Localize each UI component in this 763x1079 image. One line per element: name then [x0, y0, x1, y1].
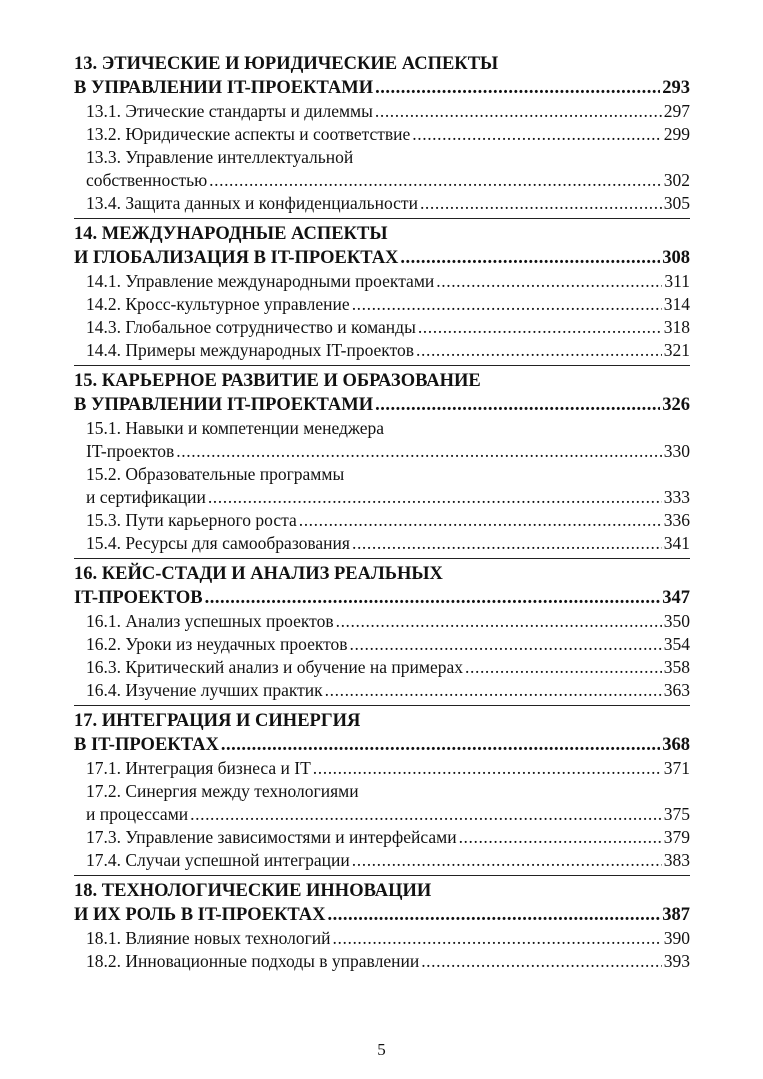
section-entry-row[interactable]: [86, 849, 690, 872]
dot-leader: [352, 293, 662, 316]
section-title-line: 14.2. Кросс-культурное управление: [86, 294, 350, 314]
dot-leader: [418, 316, 662, 339]
section-entry[interactable]: [86, 417, 690, 463]
chapter-entry-row[interactable]: [74, 393, 690, 417]
section-page-number: 379: [663, 827, 690, 847]
section-entry-row[interactable]: [86, 679, 690, 702]
section-entry-row[interactable]: [86, 950, 690, 973]
section-page-number: 311: [664, 271, 690, 291]
section-entry-row[interactable]: [86, 532, 690, 555]
section-title-line: 13.2. Юридические аспекты и соответствие: [86, 124, 411, 144]
section-list: [74, 610, 690, 702]
section-entry-row[interactable]: [86, 123, 690, 146]
toc-list: [74, 52, 690, 973]
chapter-heading[interactable]: [74, 369, 690, 417]
section-list: [74, 100, 690, 215]
section-entry[interactable]: [86, 146, 690, 192]
section-page-number: 358: [663, 657, 690, 677]
dot-leader: [416, 339, 662, 362]
dot-leader: [420, 192, 662, 215]
chapter-title-line: В УПРАВЛЕНИИ IT-ПРОЕКТАМИ: [74, 78, 374, 98]
section-entry[interactable]: [86, 656, 690, 679]
chapter-title-line: 17. ИНТЕГРАЦИЯ И СИНЕРГИЯ: [74, 711, 361, 731]
dot-leader: [352, 849, 662, 872]
section-title-line: 17.1. Интеграция бизнеса и IT: [86, 758, 311, 778]
section-entry[interactable]: [86, 509, 690, 532]
section-entry-row[interactable]: [86, 293, 690, 316]
chapter-page-number: 347: [662, 588, 690, 608]
section-title-line: и сертификации: [86, 487, 206, 507]
chapter-title-line: В УПРАВЛЕНИИ IT-ПРОЕКТАМИ: [74, 395, 374, 415]
chapter-title-line: 18. ТЕХНОЛОГИЧЕСКИЕ ИННОВАЦИИ: [74, 881, 432, 901]
section-entry[interactable]: [86, 826, 690, 849]
chapter-heading[interactable]: [74, 222, 690, 270]
section-page-number: 354: [663, 634, 690, 654]
dot-leader: [375, 100, 662, 123]
section-entry-row[interactable]: [86, 757, 690, 780]
section-entry-row[interactable]: [86, 192, 690, 215]
chapter-heading[interactable]: [74, 52, 690, 100]
section-title-line: собственностью: [86, 170, 208, 190]
section-entry[interactable]: [86, 950, 690, 973]
dot-leader: [421, 950, 662, 973]
section-page-number: 302: [663, 170, 690, 190]
section-entry-row[interactable]: [86, 339, 690, 362]
section-title-line: 16.2. Уроки из неудачных проектов: [86, 634, 348, 654]
toc-chapter: [74, 365, 690, 555]
section-page-number: 363: [663, 680, 690, 700]
dot-leader: [209, 169, 662, 192]
chapter-entry-row[interactable]: [74, 903, 690, 927]
section-entry-row[interactable]: [86, 440, 690, 463]
section-list: [74, 417, 690, 555]
section-entry[interactable]: [86, 100, 690, 123]
chapter-title-line: IT-ПРОЕКТОВ: [74, 588, 203, 608]
chapter-title-line: 15. КАРЬЕРНОЕ РАЗВИТИЕ И ОБРАЗОВАНИЕ: [74, 371, 481, 391]
section-title-line: 18.2. Инновационные подходы в управлении: [86, 951, 420, 971]
dot-leader: [299, 509, 662, 532]
section-page-number: 383: [663, 850, 690, 870]
dot-leader: [436, 270, 662, 293]
section-entry[interactable]: [86, 679, 690, 702]
chapter-entry-row[interactable]: [74, 586, 690, 610]
section-entry[interactable]: [86, 339, 690, 362]
section-title-line: 15.4. Ресурсы для самообразования: [86, 533, 350, 553]
section-entry-row[interactable]: [86, 610, 690, 633]
section-page-number: 321: [663, 340, 690, 360]
section-entry[interactable]: [86, 610, 690, 633]
section-title-line: 17.3. Управление зависимостями и интерфейсами: [86, 827, 457, 847]
section-entry-row[interactable]: [86, 826, 690, 849]
section-page-number: 299: [663, 124, 690, 144]
dot-leader: [352, 532, 662, 555]
section-entry[interactable]: [86, 780, 690, 826]
dot-leader: [325, 679, 662, 702]
section-entry-row[interactable]: [86, 270, 690, 293]
section-entry[interactable]: [86, 849, 690, 872]
section-title-line: 14.1. Управление международными проектами: [86, 271, 435, 291]
section-list: [74, 757, 690, 872]
section-title-line: 14.3. Глобальное сотрудничество и команды: [86, 317, 416, 337]
section-entry-row[interactable]: [86, 486, 690, 509]
section-page-number: 336: [663, 510, 690, 530]
section-entry-row[interactable]: [86, 927, 690, 950]
section-title-line: 17.2. Синергия между технологиями: [86, 781, 359, 801]
chapter-title-line: 13. ЭТИЧЕСКИЕ И ЮРИДИЧЕСКИЕ АСПЕКТЫ: [74, 54, 499, 74]
chapter-page-number: 368: [662, 735, 690, 755]
section-page-number: 371: [663, 758, 690, 778]
dot-leader: [176, 440, 661, 463]
section-page-number: 297: [663, 101, 690, 121]
dot-leader: [333, 927, 662, 950]
dot-leader: [328, 903, 661, 927]
section-list: [74, 927, 690, 973]
dot-leader: [465, 656, 662, 679]
dot-leader: [400, 246, 660, 270]
section-entry[interactable]: [86, 633, 690, 656]
chapter-title-line: В IT-ПРОЕКТАХ: [74, 735, 219, 755]
toc-chapter: [74, 218, 690, 362]
section-page-number: 330: [663, 441, 690, 461]
dot-leader: [190, 803, 662, 826]
section-entry[interactable]: [86, 463, 690, 509]
section-entry[interactable]: [86, 123, 690, 146]
chapter-page-number: 387: [662, 905, 690, 925]
toc-chapter: [74, 875, 690, 973]
toc-chapter: [74, 705, 690, 872]
section-entry-row[interactable]: [86, 803, 690, 826]
chapter-page-number: 308: [662, 248, 690, 268]
chapter-heading[interactable]: [74, 879, 690, 927]
section-page-number: 375: [663, 804, 690, 824]
section-page-number: 318: [663, 317, 690, 337]
table-of-contents: [74, 52, 690, 976]
section-title-line: и процессами: [86, 804, 189, 824]
section-entry[interactable]: [86, 192, 690, 215]
section-title-line: 16.3. Критический анализ и обучение на примерах: [86, 657, 464, 677]
section-page-number: 305: [663, 193, 690, 213]
section-entry[interactable]: [86, 293, 690, 316]
section-entry-row[interactable]: [86, 633, 690, 656]
section-title-line: 13.1. Этические стандарты и дилеммы: [86, 101, 373, 121]
section-title-line: 15.3. Пути карьерного роста: [86, 510, 297, 530]
section-title-line: 16.1. Анализ успешных проектов: [86, 611, 334, 631]
toc-chapter: [74, 558, 690, 702]
section-page-number: 390: [663, 928, 690, 948]
section-title-line: 17.4. Случаи успешной интеграции: [86, 850, 350, 870]
dot-leader: [336, 610, 662, 633]
chapter-heading[interactable]: [74, 562, 690, 610]
section-entry-row[interactable]: [86, 100, 690, 123]
section-entry-row[interactable]: [86, 169, 690, 192]
section-page-number: 341: [663, 533, 690, 553]
chapter-title-line: 14. МЕЖДУНАРОДНЫЕ АСПЕКТЫ: [74, 224, 388, 244]
section-title-line: 13.4. Защита данных и конфиденциальности: [86, 193, 418, 213]
dot-leader: [375, 76, 660, 100]
section-entry[interactable]: [86, 316, 690, 339]
chapter-title-line: И ГЛОБАЛИЗАЦИЯ В IT-ПРОЕКТАХ: [74, 248, 399, 268]
section-title-line: 14.4. Примеры международных IT-проектов: [86, 340, 415, 360]
section-entry[interactable]: [86, 270, 690, 293]
section-entry-row[interactable]: [86, 316, 690, 339]
dot-leader: [208, 486, 662, 509]
chapter-title-line: 16. КЕЙС-СТАДИ И АНАЛИЗ РЕАЛЬНЫХ: [74, 564, 443, 584]
dot-leader: [221, 733, 660, 757]
section-entry[interactable]: [86, 532, 690, 555]
section-entry-row[interactable]: [86, 509, 690, 532]
toc-chapter: [74, 52, 690, 215]
chapter-entry-row[interactable]: [74, 246, 690, 270]
section-title-line: 18.1. Влияние новых технологий: [86, 928, 331, 948]
section-page-number: 314: [663, 294, 690, 314]
section-title-line: 13.3. Управление интеллектуальной: [86, 147, 354, 167]
section-list: [74, 270, 690, 362]
section-page-number: 333: [663, 487, 690, 507]
section-title-line: IT-проектов: [86, 441, 175, 461]
section-entry[interactable]: [86, 927, 690, 950]
section-title-line: 16.4. Изучение лучших практик: [86, 680, 323, 700]
section-entry[interactable]: [86, 757, 690, 780]
chapter-page-number: 326: [662, 395, 690, 415]
dot-leader: [313, 757, 662, 780]
dot-leader: [412, 123, 661, 146]
section-title-line: 15.2. Образовательные программы: [86, 464, 345, 484]
dot-leader: [350, 633, 662, 656]
chapter-entry-row[interactable]: [74, 76, 690, 100]
section-page-number: 393: [663, 951, 690, 971]
chapter-title-line: И ИХ РОЛЬ В IT-ПРОЕКТАХ: [74, 905, 326, 925]
section-page-number: 350: [663, 611, 690, 631]
section-title-line: 15.1. Навыки и компетенции менеджера: [86, 418, 385, 438]
section-entry-row[interactable]: [86, 656, 690, 679]
dot-leader: [375, 393, 660, 417]
dot-leader: [459, 826, 662, 849]
chapter-entry-row[interactable]: [74, 733, 690, 757]
page-number: 5: [377, 1040, 386, 1059]
dot-leader: [205, 586, 661, 610]
chapter-heading[interactable]: [74, 709, 690, 757]
chapter-page-number: 293: [662, 78, 690, 98]
